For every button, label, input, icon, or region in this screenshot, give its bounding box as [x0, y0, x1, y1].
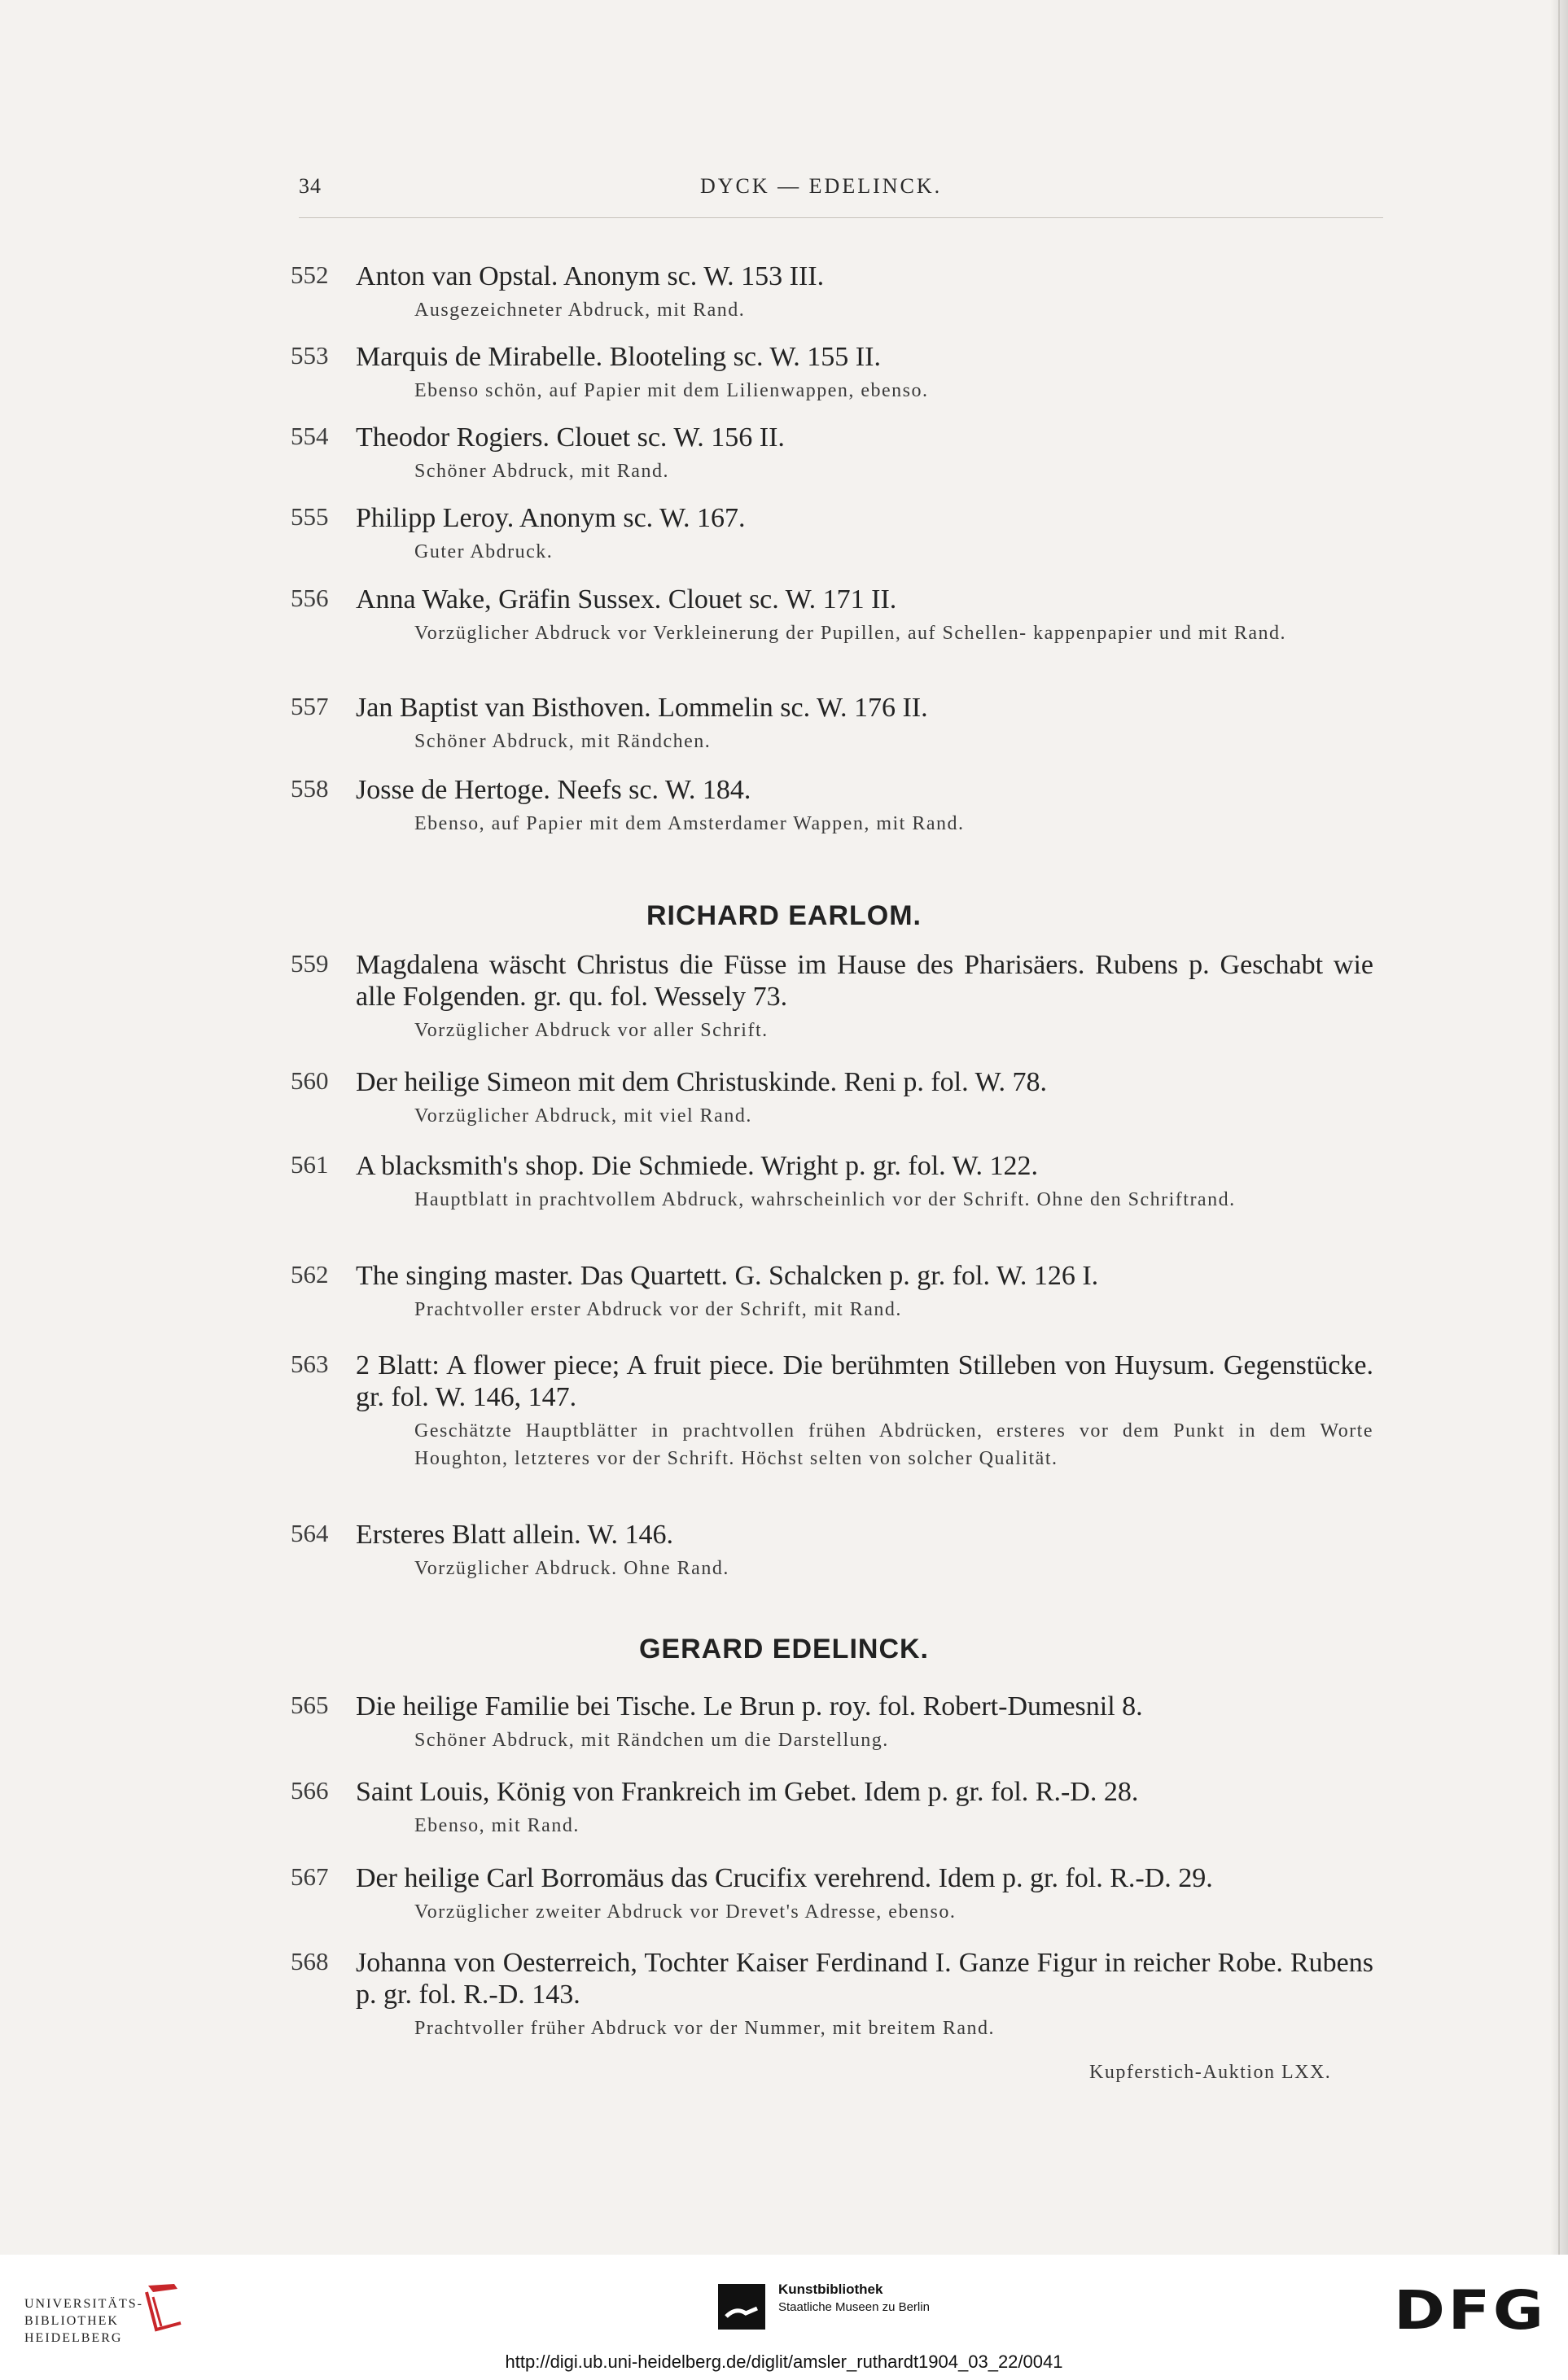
catalogue-entry — [291, 584, 1373, 647]
university-library-name[interactable] — [24, 2295, 143, 2347]
entry-note: Prachtvoller früher Abdruck vor der Nummer, mit breitem Rand. — [414, 2018, 996, 2039]
entry-note: Schöner Abdruck, mit Rändchen um die Darstellung. — [414, 1730, 889, 1751]
university-line: HEIDELBERG — [24, 2331, 123, 2345]
catalogue-entry — [291, 1350, 1373, 1472]
section-heading-earlom: RICHARD EARLOM. — [646, 900, 922, 931]
university-logo-icon[interactable] — [140, 2281, 186, 2336]
entry-number: 554 — [291, 422, 329, 450]
catalogue-entry — [291, 502, 1373, 566]
entry-note: Vorzüglicher Abdruck vor aller Schrift. — [414, 1020, 769, 1041]
kunstbibliothek-title: Kunstbibliothek — [778, 2282, 883, 2297]
entry-number: 562 — [291, 1260, 329, 1288]
university-line: UNIVERSITÄTS- — [24, 2297, 143, 2311]
running-header: DYCK — EDELINCK. — [700, 174, 943, 198]
entry-number: 567 — [291, 1862, 329, 1891]
catalogue-entry — [291, 1862, 1373, 1926]
university-line: BIBLIOTHEK — [24, 2314, 119, 2328]
entry-title: Saint Louis, König von Frankreich im Gebet. Idem p. gr. fol. R.-D. 28. — [356, 1777, 1139, 1807]
dfg-logo[interactable]: DFG — [1394, 2279, 1547, 2342]
catalogue-entry — [291, 260, 1373, 324]
entry-note: Ebenso, mit Rand. — [414, 1815, 580, 1836]
entry-number: 564 — [291, 1519, 329, 1547]
entry-title: Anton van Opstal. Anonym sc. W. 153 III. — [356, 261, 825, 291]
catalogue-entry — [291, 1066, 1373, 1130]
entry-note: Schöner Abdruck, mit Rändchen. — [414, 731, 712, 752]
entry-title: Der heilige Simeon mit dem Christuskinde. Reni p. fol. W. 78. — [356, 1067, 1047, 1097]
entry-note: Ausgezeichneter Abdruck, mit Rand. — [414, 300, 746, 321]
header-rule — [299, 217, 1383, 218]
entry-number: 552 — [291, 260, 329, 289]
entry-number: 561 — [291, 1150, 329, 1179]
entry-number: 558 — [291, 774, 329, 803]
source-url-link[interactable]: http://digi.ub.uni-heidelberg.de/diglit/amsler_ruthardt1904_03_22/0041 — [505, 2352, 1063, 2372]
catalogue-entry — [291, 1776, 1373, 1840]
catalogue-entry — [291, 1947, 1373, 2042]
section-heading-edelinck: GERARD EDELINCK. — [638, 1634, 930, 1665]
catalogue-entry — [291, 692, 1373, 755]
catalogue-entry — [291, 949, 1373, 1044]
entry-title: Anna Wake, Gräfin Sussex. Clouet sc. W. 171 II. — [356, 584, 897, 615]
entry-title: Die heilige Familie bei Tische. Le Brun p. roy. fol. Robert-Dumesnil 8. — [356, 1691, 1143, 1722]
catalogue-entry — [291, 1260, 1373, 1323]
catalogue-entry — [291, 774, 1373, 838]
catalogue-entry — [291, 1519, 1373, 1582]
entry-title: 2 Blatt: A flower piece; A fruit piece. Die berühmten Stilleben von Huysum. Gegenstücke. gr. fol. W. 146, 147. — [356, 1350, 1373, 1412]
entry-number: 556 — [291, 584, 329, 612]
kunstbibliothek-logo-icon[interactable] — [718, 2284, 765, 2330]
entry-title: Magdalena wäscht Christus die Füsse im Hause des Pharisäers. Rubens p. Geschabt wie alle Folgenden. gr. qu. fol. Wessely 73. — [356, 950, 1373, 1012]
kunstbibliothek-subtitle: Staatliche Museen zu Berlin — [778, 2300, 930, 2314]
entry-number: 559 — [291, 949, 329, 978]
entry-note: Vorzüglicher Abdruck. Ohne Rand. — [414, 1558, 729, 1579]
entry-note: Ebenso schön, auf Papier mit dem Lilienwappen, ebenso. — [414, 380, 929, 401]
entry-number: 560 — [291, 1066, 329, 1095]
entry-note: Ebenso, auf Papier mit dem Amsterdamer Wappen, mit Rand. — [414, 813, 965, 834]
catalogue-footer: Kupferstich-Auktion LXX. — [1089, 2062, 1332, 2083]
entry-title: A blacksmith's shop. Die Schmiede. Wright p. gr. fol. W. 122. — [356, 1151, 1039, 1181]
entry-title: Philipp Leroy. Anonym sc. W. 167. — [356, 503, 746, 533]
entry-note: Guter Abdruck. — [414, 541, 554, 562]
entry-title: Ersteres Blatt allein. W. 146. — [356, 1520, 673, 1550]
entry-note: Vorzüglicher Abdruck, mit viel Rand. — [414, 1105, 752, 1127]
page-edge-shadow — [1550, 0, 1568, 2255]
catalogue-entry — [291, 341, 1373, 405]
entry-note: Hauptblatt in prachtvollem Abdruck, wahrscheinlich vor der Schrift. Ohne den Schriftrand. — [414, 1189, 1236, 1210]
entry-note: Vorzüglicher zweiter Abdruck vor Drevet's Adresse, ebenso. — [414, 1901, 957, 1923]
entry-number: 555 — [291, 502, 329, 531]
entry-number: 568 — [291, 1947, 329, 1975]
entry-title: Johanna von Oesterreich, Tochter Kaiser Ferdinand I. Ganze Figur in reicher Robe. Rubens p. gr. fol. R.-D. 143. — [356, 1948, 1373, 2010]
entry-title: Jan Baptist van Bisthoven. Lommelin sc. W. 176 II. — [356, 693, 928, 723]
entry-number: 563 — [291, 1350, 329, 1378]
catalogue-entry — [291, 422, 1373, 485]
entry-title: Marquis de Mirabelle. Blooteling sc. W. 155 II. — [356, 342, 881, 372]
entry-title: Theodor Rogiers. Clouet sc. W. 156 II. — [356, 422, 785, 453]
entry-title: Der heilige Carl Borromäus das Crucifix verehrend. Idem p. gr. fol. R.-D. 29. — [356, 1863, 1213, 1893]
entry-number: 553 — [291, 341, 329, 370]
page-number: 34 — [299, 174, 322, 198]
entry-number: 566 — [291, 1776, 329, 1805]
entry-note: Schöner Abdruck, mit Rand. — [414, 461, 669, 482]
entry-title: The singing master. Das Quartett. G. Schalcken p. gr. fol. W. 126 I. — [356, 1261, 1099, 1291]
catalogue-entry — [291, 1150, 1373, 1214]
catalogue-entry — [291, 1691, 1373, 1754]
entry-number: 557 — [291, 692, 329, 720]
entry-title: Josse de Hertoge. Neefs sc. W. 184. — [356, 775, 751, 805]
entry-note: Vorzüglicher Abdruck vor Verkleinerung der Pupillen, auf Schellen- kappenpapier und mit Rand. — [414, 623, 1287, 644]
entry-note: Geschätzte Hauptblätter in prachtvollen frühen Abdrücken, ersteres vor dem Punkt in dem Worte Houghton, letzteres vor der Schrift. Höchst selten von solcher Qualität. — [414, 1420, 1373, 1469]
entry-note: Prachtvoller erster Abdruck vor der Schrift, mit Rand. — [414, 1299, 902, 1320]
entry-number: 565 — [291, 1691, 329, 1719]
